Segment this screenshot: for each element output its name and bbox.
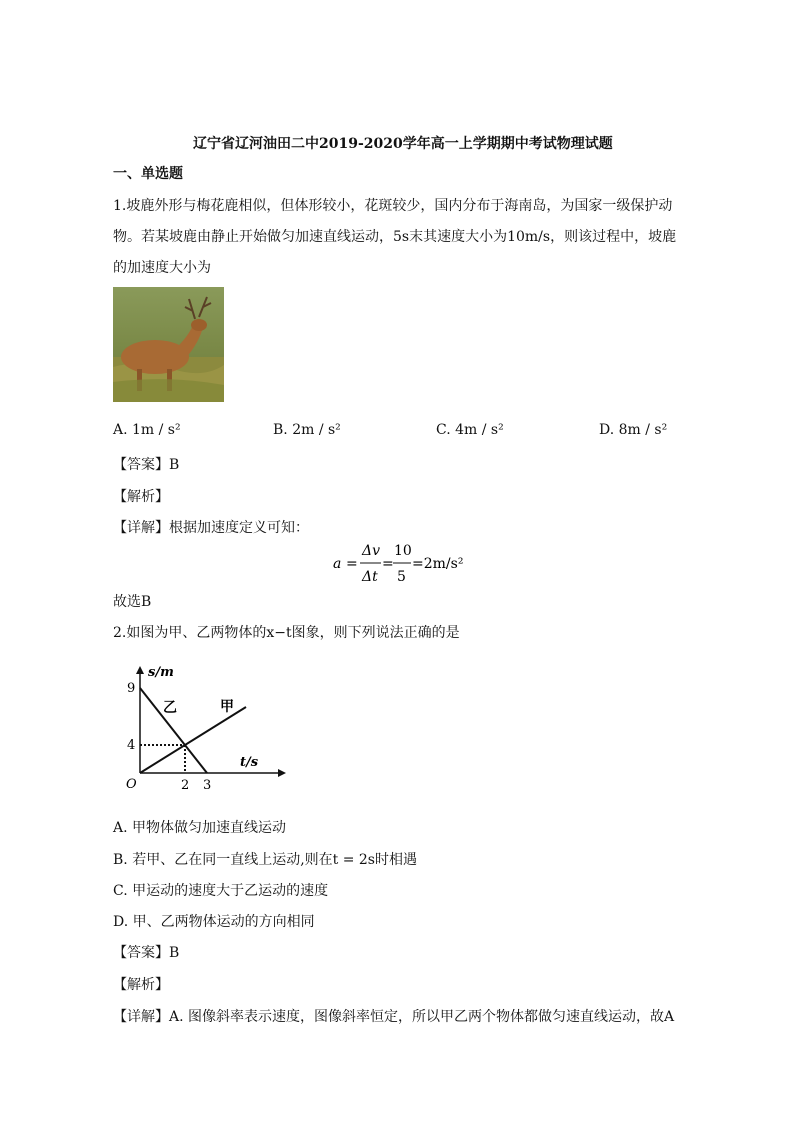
formula-a: a	[333, 556, 342, 572]
q2-stem: 2.如图为甲、乙两物体的x−t图象，则下列说法正确的是	[113, 625, 460, 641]
x-tick-3: 3	[203, 778, 212, 793]
q1-option-d: D. 8m / s²	[599, 422, 668, 438]
y-tick-9: 9	[127, 681, 136, 696]
formula-result: =2m/s²	[412, 556, 464, 572]
q1-option-c: C. 4m / s²	[436, 422, 504, 438]
section-heading: 一、单选题	[113, 166, 183, 182]
q1-line-1: 1.坡鹿外形与梅花鹿相似，但体形较小，花斑较少，国内分布于海南岛，为国家一级保护动	[113, 198, 673, 214]
x-tick-2: 2	[181, 778, 190, 793]
formula-den: 5	[397, 569, 406, 585]
line-jia	[140, 707, 246, 773]
y-tick-4: 4	[127, 738, 136, 753]
q1-answer: 【答案】B	[113, 457, 180, 473]
q1-line-2: 物。若某坡鹿由静止开始做匀加速直线运动，5s末其速度大小为10m/s，则该过程中，坡鹿	[113, 229, 677, 245]
formula-dt: Δt	[362, 569, 378, 585]
label-jia: 甲	[220, 699, 234, 715]
label-yi: 乙	[163, 700, 177, 716]
q2-option-b: B. 若甲、乙在同一直线上运动,则在t = 2s时相遇	[113, 852, 417, 868]
q1-line-3: 的加速度大小为	[113, 260, 211, 276]
q1-conclusion: 故选B	[113, 594, 152, 610]
q2-answer: 【答案】B	[113, 945, 180, 961]
q1-analysis-label: 【解析】	[113, 489, 169, 505]
deer-photo	[113, 287, 224, 402]
q2-analysis-label: 【解析】	[113, 977, 169, 993]
x-axis-arrow	[278, 769, 286, 777]
x-axis-label: t/s	[240, 755, 259, 770]
q2-option-c: C. 甲运动的速度大于乙运动的速度	[113, 883, 329, 899]
formula-dv: Δv	[362, 543, 381, 559]
origin-label: O	[126, 777, 137, 792]
page-title: 辽宁省辽河油田二中2019-2020学年高一上学期期中考试物理试题	[193, 136, 613, 152]
formula-num: 10	[394, 543, 412, 559]
formula-eq-2: =	[382, 556, 394, 572]
formula-eq: =	[346, 556, 358, 572]
y-axis-label: s/m	[148, 665, 174, 680]
q2-option-d: D. 甲、乙两物体运动的方向相同	[113, 914, 315, 930]
acceleration-formula	[333, 540, 473, 586]
q2-detail: 【详解】A. 图像斜率表示速度，图像斜率恒定，所以甲乙两个物体都做匀速直线运动，故A	[113, 1009, 675, 1025]
q1-option-b: B. 2m / s²	[273, 422, 341, 438]
xt-graph	[118, 660, 288, 795]
q2-option-a: A. 甲物体做匀加速直线运动	[113, 820, 287, 836]
q1-option-a: A. 1m / s²	[113, 422, 181, 438]
q1-detail: 【详解】根据加速度定义可知：	[113, 520, 309, 536]
y-axis-arrow	[136, 666, 144, 674]
